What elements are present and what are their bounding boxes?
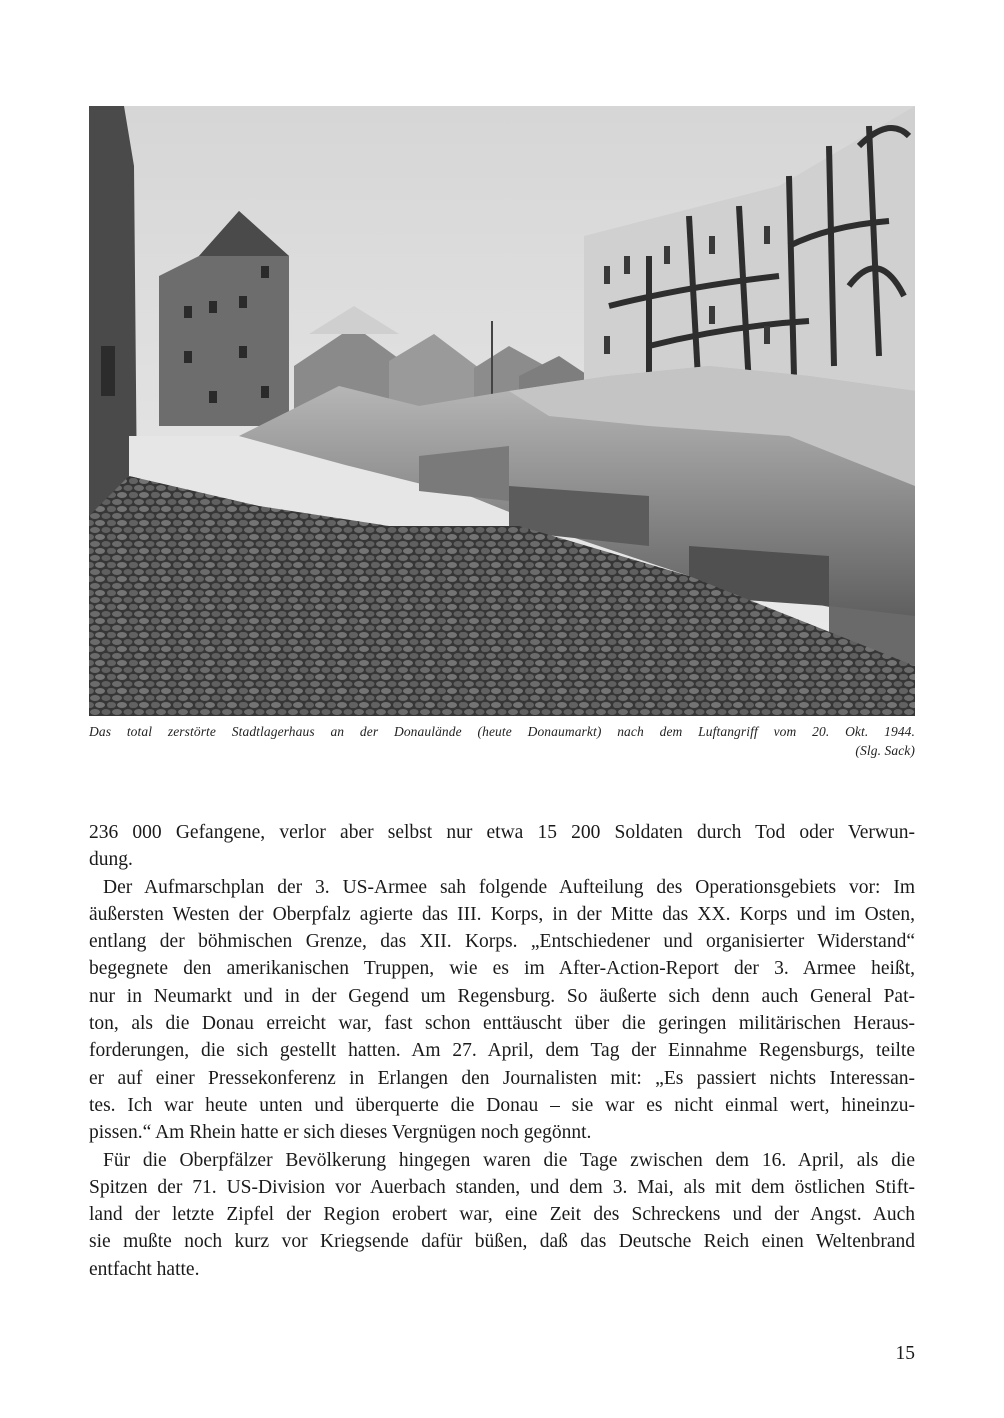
photo: [89, 106, 915, 716]
body-text: [89, 819, 915, 1283]
text-line: 236 000 Gefangene, verlor aber selbst nur etwa 15 200 Soldaten durch Tod oder Verwun-: [89, 822, 915, 843]
paragraph-1: [89, 819, 915, 874]
paragraph-2: [89, 874, 915, 1147]
figure-caption: [89, 722, 915, 760]
text-line: ton, als die Donau erreicht war, fast schon enttäuscht über die geringen militärischen Heraus-: [89, 1013, 915, 1035]
paragraph-3: [89, 1147, 915, 1283]
caption-credit: (Slg. Sack): [855, 743, 915, 758]
bombed-street-photo: [89, 106, 915, 716]
text-line: forderungen, die sich gestellt hatten. Am 27. April, dem Tag der Einnahme Regensburgs, teilte: [89, 1040, 915, 1062]
caption-text: Das total zerstörte Stadtlagerhaus an der Donaulände (heute Donaumarkt) nach dem Luftangriff vom 20. Okt. 1944.: [89, 724, 915, 739]
text-line: er auf einer Pressekonferenz in Erlangen den Journalisten mit: „Es passiert nichts Interessan-: [89, 1067, 915, 1089]
text-line: nur in Neumarkt und in der Gegend um Regensburg. So äußerte sich denn auch General Pat-: [89, 985, 915, 1007]
text-line: entfacht hatte.: [89, 1258, 200, 1280]
text-line: Für die Oberpfälzer Bevölkerung hingegen waren die Tage zwischen dem 16. April, als die: [103, 1149, 915, 1171]
text-line: sie mußte noch kurz vor Kriegsende dafür büßen, daß das Deutsche Reich einen Weltenbrand: [89, 1231, 915, 1253]
text-line: Der Aufmarschplan der 3. US-Armee sah folgende Aufteilung des Operationsgebiets vor: Im: [103, 876, 915, 898]
text-line: Spitzen der 71. US-Division vor Auerbach standen, und dem 3. Mai, als mit dem östlichen Stift-: [89, 1176, 915, 1198]
text-line: pissen.“ Am Rhein hatte er sich dieses Vergnügen noch gegönnt.: [89, 1122, 592, 1144]
text-line: begegnete den amerikanischen Truppen, wie es im After-Action-Report der 3. Armee heißt,: [89, 958, 915, 980]
text-line: äußersten Westen der Oberpfalz agierte das III. Korps, in der Mitte das XX. Korps und im Osten,: [89, 903, 915, 925]
text-line: dung.: [89, 849, 133, 871]
text-line: tes. Ich war heute unten und überquerte die Donau – sie war es nicht einmal wert, hineinzu-: [89, 1094, 915, 1116]
text-line: land der letzte Zipfel der Region erobert war, eine Zeit des Schreckens und der Angst. Auch: [89, 1204, 915, 1226]
page-number: 15: [895, 1343, 915, 1364]
text-line: entlang der böhmischen Grenze, das XII. Korps. „Entschiedener und organisierter Widerstand“: [89, 931, 915, 953]
